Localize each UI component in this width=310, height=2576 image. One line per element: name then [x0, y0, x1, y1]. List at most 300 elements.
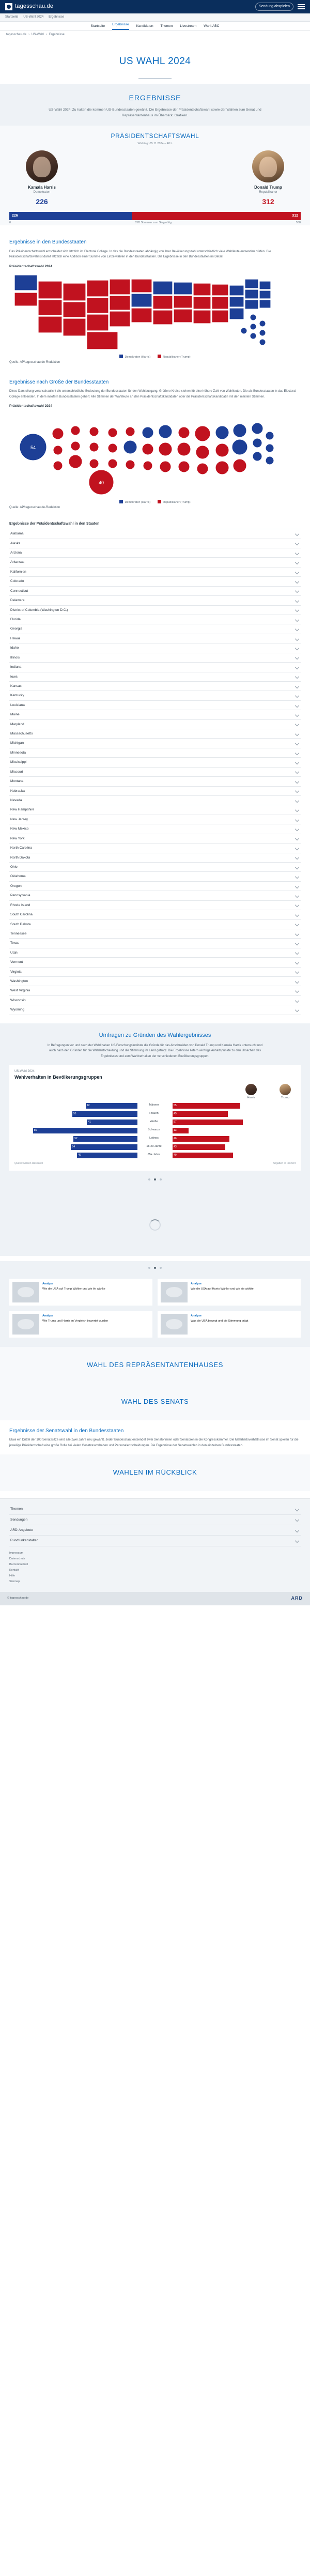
- chevron-down-icon[interactable]: [295, 541, 299, 545]
- brand-logo[interactable]: [5, 3, 53, 11]
- teaser-kicker: Analyse: [191, 1282, 202, 1286]
- state-row[interactable]: [9, 824, 301, 834]
- state-row[interactable]: [9, 787, 301, 796]
- state-row[interactable]: [9, 596, 301, 605]
- state-row[interactable]: [9, 805, 301, 815]
- footer-row[interactable]: [9, 1525, 301, 1536]
- burger-menu-icon[interactable]: [298, 3, 305, 11]
- bar-trump: 312: [132, 212, 301, 220]
- nav-item-kandidaten[interactable]: Kandidaten: [136, 24, 153, 28]
- state-row[interactable]: [9, 882, 301, 891]
- dot-2[interactable]: [154, 1178, 156, 1180]
- chevron-down-icon[interactable]: [295, 532, 299, 536]
- chevron-down-icon[interactable]: [295, 770, 299, 774]
- state-name: Massachusetts: [10, 732, 33, 736]
- state-row[interactable]: [9, 853, 301, 863]
- state-row[interactable]: [9, 615, 301, 624]
- state-name: Colorado: [10, 579, 24, 584]
- bar-trump: [173, 1136, 229, 1142]
- state-row[interactable]: [9, 606, 301, 615]
- chevron-down-icon[interactable]: [295, 694, 299, 698]
- bar-trump: [173, 1120, 243, 1125]
- bar-trump: [173, 1103, 240, 1109]
- state-row[interactable]: [9, 691, 301, 700]
- chevron-down-icon[interactable]: [295, 1528, 299, 1532]
- retro-band: [0, 1454, 310, 1491]
- bar-harris: [73, 1136, 137, 1142]
- chart-title: Wahlverhalten in Bevölkerungsgruppen: [14, 1074, 102, 1080]
- state-row[interactable]: [9, 729, 301, 739]
- chevron-down-icon[interactable]: [295, 903, 299, 907]
- us-bubble-map[interactable]: [9, 410, 301, 498]
- nav-item-startseite[interactable]: Startseite: [90, 24, 105, 28]
- candidate-electoral-votes: 312: [262, 197, 274, 206]
- survey-intro: In Befragungen vor und nach der Wahl haben US-Forschungsinstitute die Gründe für das Abschneiden von Donald Trump und Kamala Harris untersucht und auch nach den Gründen für die Wahlentscheidung und die Stimmung im Land gefragt. Die Ergebnisse liefern wichtige Anhaltspunkte zu den Ursachen des Ergebnisses und zum Wahlverhalten der verschiedenen Bevölkerungsgruppen.: [47, 1044, 263, 1058]
- state-row[interactable]: [9, 624, 301, 634]
- bar-value-harris: 41: [88, 1120, 91, 1124]
- state-name: Texas: [10, 941, 19, 945]
- bar-harris: [77, 1153, 137, 1158]
- nav-item-ergebnisse[interactable]: Ergebnisse: [112, 22, 129, 29]
- chevron-down-icon[interactable]: [295, 846, 299, 850]
- candidate-name: Kamala Harris: [28, 185, 56, 190]
- bar-value-trump: 13: [174, 1128, 177, 1132]
- trump-portrait: [252, 150, 284, 182]
- state-row[interactable]: [9, 739, 301, 748]
- bar-value-harris: 42: [87, 1103, 90, 1107]
- chevron-down-icon[interactable]: [295, 836, 299, 840]
- bar-trump: [173, 1153, 233, 1158]
- state-row[interactable]: [9, 920, 301, 929]
- row-label: Frauen: [149, 1112, 159, 1115]
- meta-item-2[interactable]: Ergebnisse: [49, 16, 65, 19]
- bar-value-trump: 46: [174, 1137, 177, 1140]
- chevron-down-icon[interactable]: [295, 722, 299, 726]
- state-row[interactable]: [9, 758, 301, 767]
- bar-right-wrap: [173, 1103, 296, 1109]
- chevron-down-icon[interactable]: [295, 684, 299, 688]
- nav-item-wahlabc[interactable]: Wahl-ABC: [204, 24, 220, 28]
- senate-heading: WAHL DES SENATS: [121, 1397, 189, 1405]
- results-heading: ERGEBNISSE: [129, 93, 181, 102]
- state-name: Virginia: [10, 970, 22, 974]
- state-row[interactable]: [9, 910, 301, 919]
- brand-name: tagesschau: [15, 3, 45, 10]
- bar-right-wrap: [173, 1136, 296, 1142]
- state-name: West Virginia: [10, 989, 30, 993]
- state-name: Tennessee: [10, 931, 27, 936]
- state-name: Nebraska: [10, 789, 25, 793]
- chevron-down-icon[interactable]: [295, 674, 299, 679]
- states-heading: Ergebnisse in den Bundesstaaten: [9, 239, 87, 246]
- dot2-2[interactable]: [154, 1267, 156, 1269]
- chevron-down-icon[interactable]: [295, 950, 299, 955]
- state-name: Wyoming: [10, 1008, 25, 1012]
- bar-value-trump: 49: [174, 1153, 177, 1157]
- state-name: Michigan: [10, 741, 24, 745]
- bar-harris: [71, 1144, 137, 1150]
- state-row[interactable]: [9, 968, 301, 977]
- states-text: Das Präsidentschaftswahl entscheidet sich letztlich im Electoral College. In das die Bundesstaaten abhängig von ihrer Bevölkerungszahl unterschiedlich viele Wahlleute entsenden dürfen. Die Präsidentschaftswahl ist damit letztlich eine Addition einer Summe von Einzelwahlen in den Bundesstaaten. Die Ergebnisse in den Bundesstaaten im Detail.: [9, 250, 271, 259]
- carousel-dots-2[interactable]: [0, 1261, 310, 1274]
- chevron-down-icon[interactable]: [295, 617, 299, 621]
- title-divider: [138, 78, 172, 79]
- harris-thumb-icon: [245, 1084, 257, 1095]
- chevron-down-icon[interactable]: [295, 570, 299, 574]
- teaser-text: Wie die USA auf Harris Wähler und wie sie wählte: [191, 1287, 254, 1291]
- candidate-electoral-votes: 226: [36, 197, 48, 206]
- svg-text:40: 40: [98, 480, 104, 485]
- chevron-down-icon[interactable]: [295, 760, 299, 764]
- bar-value-trump: 43: [174, 1145, 177, 1148]
- bar-harris: [33, 1128, 137, 1133]
- dot2-3[interactable]: [160, 1267, 162, 1269]
- state-row[interactable]: [9, 701, 301, 710]
- state-name: Maryland: [10, 722, 24, 726]
- state-row[interactable]: [9, 958, 301, 967]
- state-row[interactable]: [9, 558, 301, 567]
- chevron-down-icon[interactable]: [295, 970, 299, 974]
- footer-link[interactable]: Datenschutz: [9, 1557, 25, 1560]
- house-heading: WAHL DES REPRÄSENTANTENHAUSES: [87, 1361, 223, 1369]
- chevron-down-icon[interactable]: [295, 979, 299, 983]
- footer-row-label: ARD-Angebote: [10, 1528, 33, 1532]
- chevron-down-icon[interactable]: [295, 551, 299, 555]
- teaser-text: Was die USA bewegt und die Stimmung prägt: [191, 1320, 249, 1323]
- state-row[interactable]: [9, 539, 301, 548]
- play-broadcast-button[interactable]: Sendung abspielen: [255, 3, 293, 11]
- tagesschau-logo-icon: [5, 3, 12, 10]
- chevron-down-icon[interactable]: [295, 655, 299, 660]
- state-name: Utah: [10, 950, 18, 955]
- bar-right-wrap: [173, 1128, 296, 1133]
- chart-rows: [14, 1102, 296, 1159]
- state-row[interactable]: [9, 710, 301, 719]
- row-label: 65+ Jahre: [147, 1153, 161, 1157]
- chevron-down-icon[interactable]: [295, 817, 299, 821]
- bar-value-harris: 85: [34, 1128, 37, 1132]
- bar-value-trump: 57: [174, 1120, 177, 1124]
- size-text: Diese Darstellung veranschaulicht die unterschiedliche Bedeutung der Bundesstaaten für den Wahlausgang. Größere Kreise stehen für eine höhere Zahl von Wahlleuten. Die als Bundesstaaten in das Electoral College entsenden. In dem insofern Bundesstaaten gehen: Alle Stimmen der Wahlleute an den Präsidentschaftskandidaten oder die Präsidentschaftskandidatin mit den meisten Stimmen.: [9, 390, 296, 398]
- presidential-result-block: [0, 126, 310, 225]
- candidate-party: Republikaner: [259, 191, 277, 194]
- state-row[interactable]: [9, 672, 301, 682]
- chevron-down-icon[interactable]: [295, 989, 299, 993]
- footer-link[interactable]: Kontakt: [9, 1568, 19, 1572]
- footer-accordion: [9, 1504, 301, 1546]
- bar-left-wrap: [14, 1136, 137, 1142]
- chevron-down-icon[interactable]: [295, 579, 299, 584]
- state-row[interactable]: [9, 720, 301, 729]
- breadcrumb-item-2: Ergebnisse: [49, 33, 65, 36]
- loading-spinner-icon: [149, 1219, 161, 1231]
- state-name: Ohio: [10, 865, 18, 869]
- dot-3[interactable]: [160, 1178, 162, 1180]
- teaser-thumbnail: [12, 1282, 39, 1302]
- state-row[interactable]: [9, 653, 301, 663]
- dot2-1[interactable]: [148, 1267, 150, 1269]
- bubble-legend: [9, 500, 301, 505]
- state-name: Idaho: [10, 646, 19, 650]
- chart-head-harris: Harris: [241, 1084, 261, 1100]
- trump-thumb-icon: [280, 1084, 291, 1095]
- bar-harris: [86, 1103, 137, 1109]
- state-name: Nevada: [10, 799, 22, 803]
- teaser-card[interactable]: [9, 1279, 152, 1306]
- state-name: Georgia: [10, 627, 23, 631]
- breadcrumb-item-0[interactable]: tagesschau.de: [6, 33, 27, 36]
- state-row[interactable]: [9, 796, 301, 805]
- meta-item-0[interactable]: Startseite: [5, 16, 19, 19]
- row-label: Weiße: [150, 1120, 158, 1124]
- chevron-down-icon[interactable]: [295, 894, 299, 898]
- ard-logo: ARD: [291, 1596, 303, 1601]
- chevron-down-icon[interactable]: [295, 627, 299, 631]
- state-row[interactable]: [9, 577, 301, 586]
- state-row[interactable]: [9, 901, 301, 910]
- state-name: Louisiana: [10, 703, 25, 707]
- nav-item-themen[interactable]: Themen: [160, 24, 173, 28]
- state-name: South Dakota: [10, 922, 31, 926]
- footer-row-label: Sendungen: [10, 1517, 28, 1522]
- state-row[interactable]: [9, 863, 301, 872]
- dot-1[interactable]: [148, 1178, 150, 1180]
- teaser-thumbnail: [12, 1314, 39, 1335]
- state-row[interactable]: [9, 682, 301, 691]
- state-row[interactable]: [9, 643, 301, 653]
- state-name: Rhode Island: [10, 903, 30, 907]
- main-navigation: [0, 22, 310, 31]
- state-name: Missouri: [10, 770, 23, 774]
- teaser-card[interactable]: [158, 1311, 301, 1338]
- page-title: US WAHL 2024: [119, 55, 191, 67]
- state-row[interactable]: [9, 548, 301, 558]
- row-label: Schwarze: [147, 1128, 161, 1132]
- teaser-thumbnail: [161, 1282, 188, 1302]
- state-name: Kalifornien: [10, 570, 26, 574]
- candidate-harris: [13, 150, 70, 207]
- state-row[interactable]: [9, 568, 301, 577]
- states-section: [0, 232, 310, 371]
- teaser-thumbnail: [161, 1314, 188, 1335]
- chevron-down-icon[interactable]: [295, 827, 299, 831]
- bar-trump: [173, 1144, 225, 1150]
- bar-left-wrap: [14, 1103, 137, 1109]
- state-row[interactable]: [9, 1005, 301, 1015]
- bar-value-harris: 52: [74, 1137, 78, 1140]
- state-row[interactable]: [9, 948, 301, 958]
- footer-row[interactable]: [9, 1504, 301, 1514]
- chart-head-trump: Trump: [275, 1084, 296, 1100]
- survey-heading: Umfragen zu Gründen des Wahlergebnisses: [99, 1032, 211, 1038]
- state-row[interactable]: [9, 891, 301, 900]
- chevron-down-icon[interactable]: [295, 779, 299, 784]
- scale-left: 0: [9, 221, 11, 225]
- state-name: South Carolina: [10, 913, 33, 917]
- chart-row: [14, 1119, 296, 1126]
- state-name: New York: [10, 836, 25, 840]
- chevron-down-icon[interactable]: [295, 1517, 299, 1522]
- house-band: [0, 1347, 310, 1384]
- senate-section: [0, 1420, 310, 1455]
- chart-row: [14, 1152, 296, 1159]
- footer-link[interactable]: Barrierefreiheit: [9, 1562, 28, 1566]
- brand-suffix: .de: [45, 3, 54, 10]
- chart-kicker: US-Wahl 2024: [14, 1070, 35, 1074]
- bar-right-wrap: [173, 1120, 296, 1125]
- chevron-down-icon[interactable]: [295, 789, 299, 793]
- chevron-down-icon[interactable]: [295, 750, 299, 755]
- state-row[interactable]: [9, 939, 301, 948]
- meta-item-1[interactable]: US-Wahl 2024: [23, 16, 44, 19]
- state-row[interactable]: [9, 834, 301, 844]
- state-name: Vermont: [10, 960, 23, 964]
- chevron-down-icon[interactable]: [295, 960, 299, 964]
- scale-mid: 270 Stimmen zum Sieg nötig: [135, 221, 172, 225]
- legend-republicans: Republikaner (Trump): [158, 500, 190, 505]
- states-map-title: Präsidentschaftswahl 2024: [9, 264, 53, 268]
- footer-row[interactable]: [9, 1536, 301, 1546]
- bar-left-wrap: [14, 1144, 137, 1150]
- chevron-down-icon[interactable]: [295, 599, 299, 603]
- presidential-subtitle: Wahltag: 05.11.2024 – 48 h: [137, 142, 173, 145]
- state-name: District of Columbia (Washington D.C.): [10, 608, 68, 612]
- state-row[interactable]: [9, 748, 301, 758]
- state-row[interactable]: [9, 844, 301, 853]
- state-row[interactable]: [9, 777, 301, 786]
- state-name: Delaware: [10, 599, 25, 603]
- senate-section-heading: Ergebnisse der Senatswahl in den Bundesstaaten: [9, 1428, 124, 1434]
- chevron-down-icon[interactable]: [295, 646, 299, 650]
- chart-note: Angaben in Prozent: [273, 1161, 296, 1165]
- footer-link[interactable]: Sitemap: [9, 1580, 20, 1583]
- carousel-dots[interactable]: [0, 1176, 310, 1184]
- chevron-down-icon[interactable]: [295, 913, 299, 917]
- state-row[interactable]: [9, 587, 301, 596]
- breadcrumb-item-1[interactable]: US-Wahl: [32, 33, 44, 36]
- state-row[interactable]: [9, 977, 301, 986]
- state-row[interactable]: [9, 872, 301, 881]
- footer-link[interactable]: Hilfe: [9, 1574, 16, 1577]
- harris-portrait: [26, 150, 58, 182]
- size-heading: Ergebnisse nach Größe der Bundesstaaten: [9, 379, 109, 385]
- row-label: Männer: [149, 1103, 159, 1107]
- state-name: Connecticut: [10, 589, 28, 593]
- bar-value-harris: 53: [73, 1112, 76, 1115]
- teaser-kicker: Analyse: [42, 1314, 54, 1318]
- state-row[interactable]: [9, 529, 301, 539]
- state-row[interactable]: [9, 663, 301, 672]
- teaser-card[interactable]: [158, 1279, 301, 1306]
- chevron-down-icon[interactable]: [295, 884, 299, 888]
- state-name: Illinois: [10, 655, 20, 660]
- chevron-down-icon[interactable]: [295, 636, 299, 640]
- breadcrumb: tagesschau.de › US-Wahl › Ergebnisse: [6, 33, 65, 36]
- chevron-down-icon[interactable]: [295, 703, 299, 707]
- chevron-down-icon[interactable]: [295, 1008, 299, 1012]
- chevron-down-icon[interactable]: [295, 998, 299, 1002]
- nav-item-livestream[interactable]: Livestream: [180, 24, 197, 28]
- results-intro-band: [0, 84, 310, 126]
- chevron-down-icon[interactable]: [295, 798, 299, 802]
- chevron-down-icon[interactable]: [295, 665, 299, 669]
- teaser-grid: [0, 1274, 310, 1347]
- chevron-down-icon[interactable]: [295, 713, 299, 717]
- candidate-party: Demokraten: [33, 191, 51, 194]
- us-map-svg: [9, 270, 301, 355]
- us-choropleth-map[interactable]: [9, 270, 301, 352]
- top-header-bar: [0, 0, 310, 13]
- bar-right-wrap: [173, 1144, 296, 1150]
- footer-row[interactable]: [9, 1515, 301, 1525]
- chevron-down-icon[interactable]: [295, 922, 299, 926]
- meta-bar: [0, 13, 310, 22]
- svg-text:54: 54: [30, 444, 36, 450]
- chart-row: [14, 1127, 296, 1134]
- state-list-heading: Ergebnisse der Präsidentschaftswahl in den Staaten: [9, 522, 100, 526]
- map-legend: [9, 355, 301, 360]
- teaser-card[interactable]: [9, 1311, 152, 1338]
- state-row[interactable]: [9, 815, 301, 824]
- candidate-trump: [240, 150, 297, 207]
- chart-row: [14, 1144, 296, 1151]
- retro-heading: WAHLEN IM RÜCKBLICK: [113, 1468, 197, 1477]
- chevron-down-icon[interactable]: [295, 865, 299, 869]
- bar-left-wrap: [14, 1153, 137, 1158]
- chevron-down-icon[interactable]: [295, 732, 299, 736]
- chevron-down-icon[interactable]: [295, 741, 299, 745]
- chevron-down-icon[interactable]: [295, 941, 299, 945]
- state-row[interactable]: [9, 929, 301, 939]
- chevron-down-icon[interactable]: [295, 931, 299, 936]
- state-name: Alaska: [10, 541, 21, 545]
- senate-band: [0, 1384, 310, 1420]
- footer-row-label: Rundfunkanstalten: [10, 1539, 39, 1543]
- state-row[interactable]: [9, 996, 301, 1005]
- bar-right-wrap: [173, 1111, 296, 1117]
- footer-row-label: Themen: [10, 1507, 23, 1511]
- state-row[interactable]: [9, 986, 301, 995]
- chevron-down-icon[interactable]: [295, 589, 299, 593]
- candidate-name: Donald Trump: [254, 185, 282, 190]
- state-name: New Hampshire: [10, 808, 35, 812]
- presidential-heading: PRÄSIDENTSCHAFTSWAHL: [111, 132, 199, 140]
- chevron-down-icon[interactable]: [295, 1539, 299, 1543]
- footer-link[interactable]: Impressum: [9, 1551, 24, 1555]
- chevron-down-icon[interactable]: [295, 560, 299, 564]
- legend-republicans: Republikaner (Trump): [158, 355, 190, 360]
- footer-links: [0, 1546, 310, 1589]
- state-name: Arizona: [10, 551, 22, 555]
- state-row[interactable]: [9, 634, 301, 643]
- chart-source: Quelle: Edison Research: [14, 1161, 43, 1165]
- chevron-down-icon[interactable]: [295, 875, 299, 879]
- senate-section-text: Etwa ein Drittel der 100 Senatssitze wird alle zwei Jahre neu gewählt. Jeder Bundesstaat entsendet zwei Senatorinnen oder Senatoren in die Kongresskammer. Die Mehrheitsverhältnisse im Senat spielen für die jeweilige Präsidentschaft eine große Rolle bei vielen Gesetzesvorhaben und Personalentscheidungen. Die Ergebnisse der Senatswahlen in den einzelnen Bundesstaaten.: [9, 1438, 299, 1447]
- row-label: Latinos: [149, 1137, 159, 1140]
- state-accordion-list: [9, 529, 301, 1015]
- state-row[interactable]: [9, 768, 301, 777]
- chart-row: [14, 1111, 296, 1117]
- chevron-down-icon[interactable]: [295, 1507, 299, 1511]
- chevron-down-icon[interactable]: [295, 608, 299, 612]
- state-name: Wisconsin: [10, 998, 26, 1002]
- chevron-down-icon[interactable]: [295, 855, 299, 860]
- state-name: Mississippi: [10, 760, 27, 764]
- bar-value-trump: 45: [174, 1112, 177, 1115]
- chevron-down-icon[interactable]: [295, 808, 299, 812]
- bar-trump: [173, 1128, 189, 1133]
- electoral-vote-bar: [9, 212, 301, 220]
